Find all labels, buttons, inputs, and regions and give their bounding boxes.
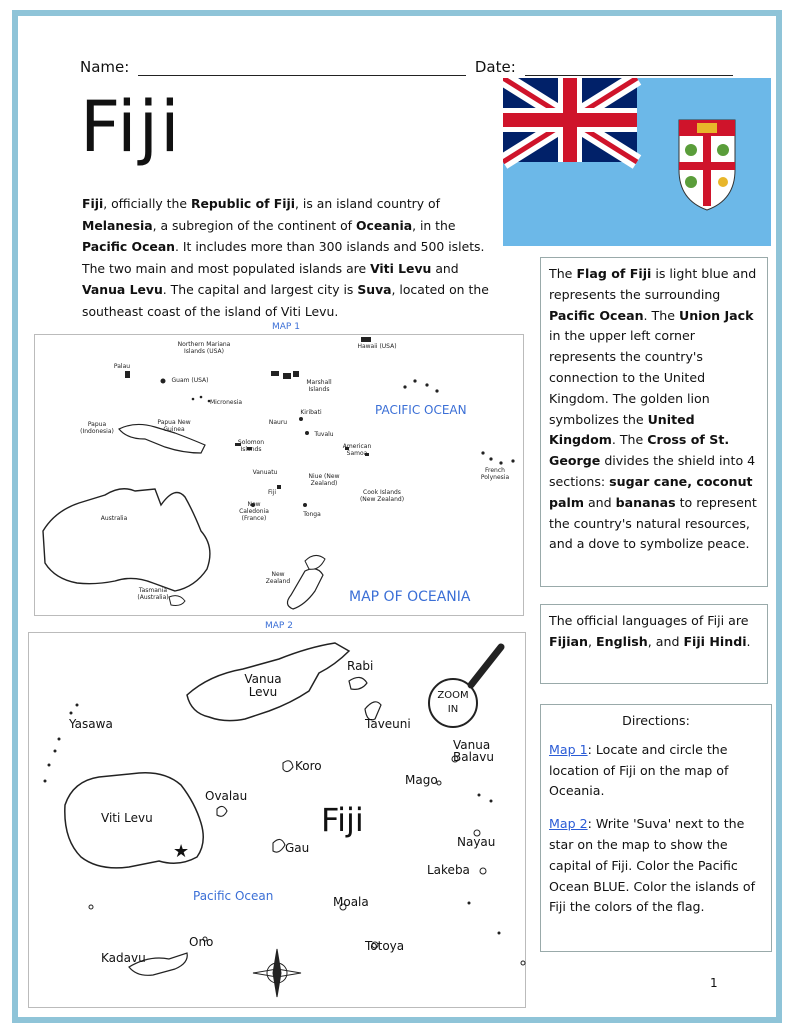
label-hawaii: Hawaii (USA): [357, 343, 397, 350]
island-koro: Koro: [295, 759, 322, 773]
map1-link[interactable]: Map 1: [549, 741, 588, 757]
label-marshall: Marshall Islands: [306, 379, 332, 393]
label-fiji-map1: Fiji: [267, 489, 276, 496]
island-viti-levu: Viti Levu: [101, 811, 153, 825]
map1-caption: MAP 1: [272, 322, 300, 332]
island-totoya: Totoya: [365, 939, 405, 953]
flag-t5: . The: [643, 307, 679, 323]
lang-t4: English: [596, 633, 648, 649]
page-number: 1: [710, 976, 718, 990]
label-american-samoa: American Samoa: [342, 443, 372, 457]
name-label: Name:: [80, 58, 130, 76]
intro-t9: Pacific Ocean: [82, 239, 176, 254]
map-of-oceania-title: MAP OF OCEANIA: [349, 589, 471, 605]
map-of-oceania: [34, 334, 524, 616]
flag-t13: and: [583, 494, 616, 510]
label-vanuatu: Vanuatu: [252, 469, 278, 476]
intro-t13: Vanua Levu: [82, 282, 163, 297]
suva-star-icon: ★: [173, 841, 190, 862]
label-kiribati: Kiribati: [300, 409, 322, 416]
date-label: Date:: [474, 58, 516, 76]
island-vanua-balavu: Vanua Balavu: [453, 738, 494, 764]
label-nauru: Nauru: [268, 419, 288, 426]
intro-t12: and: [431, 260, 459, 276]
intro-t5: Melanesia: [82, 217, 153, 233]
map-of-fiji: [28, 632, 526, 1008]
lang-t3: ,: [588, 633, 597, 649]
label-solomon: Solomon Islands: [237, 439, 265, 453]
label-tuvalu: Tuvalu: [314, 431, 334, 438]
fiji-map-label: Fiji: [321, 801, 364, 839]
label-cook: Cook Islands (New Zealand): [359, 489, 405, 503]
flag-t3: is light blue and represents the surrounding: [549, 266, 757, 302]
label-australia: Australia: [100, 515, 128, 522]
flag-t6: Union Jack: [678, 307, 754, 323]
directions-map1: [549, 740, 763, 802]
label-new-zealand: New Zealand: [265, 571, 291, 585]
lang-t1: The official languages of Fiji are: [549, 613, 749, 628]
intro-t3: Republic of Fiji: [190, 196, 296, 211]
label-tonga: Tonga: [303, 511, 321, 518]
compass-rose-icon: [253, 949, 301, 997]
island-taveuni: Taveuni: [365, 717, 411, 731]
flag-description-box: [540, 257, 768, 587]
coat-of-arms-shield-icon: [679, 120, 735, 210]
intro-paragraph: [82, 193, 502, 322]
intro-t1: Fiji: [82, 196, 104, 211]
directions-heading: Directions:: [622, 713, 690, 728]
flag-t4: Pacific Ocean: [549, 307, 644, 323]
map2-caption: MAP 2: [265, 621, 293, 631]
directions-map2: [549, 814, 763, 918]
zoom-in-label: ZOOM IN: [437, 690, 469, 715]
name-field[interactable]: [138, 62, 466, 76]
intro-t15: Suva: [357, 282, 392, 297]
flag-t9: . The: [611, 432, 648, 448]
label-new-caledonia: New Caledonia (France): [239, 501, 269, 522]
intro-t11: Viti Levu: [370, 260, 432, 276]
languages-box: [540, 604, 768, 684]
flag-t1: The: [549, 266, 577, 281]
label-niue: Niue (New Zealand): [308, 473, 340, 487]
label-palau: Palau: [113, 363, 131, 370]
label-papua: Papua (Indonesia): [80, 421, 114, 435]
island-ovalau: Ovalau: [205, 789, 248, 803]
island-yasawa: Yasawa: [69, 717, 113, 731]
label-guam: Guam (USA): [171, 377, 209, 384]
map2-link[interactable]: Map 2: [549, 816, 588, 832]
date-field[interactable]: [525, 62, 733, 76]
flag-t15: to represent the country's natural resources, and a dove to symbolize peace.: [549, 494, 757, 552]
intro-t8: , in the: [412, 217, 456, 233]
flag-t7: in the upper left corner represents the country's connection to the United Kingdom. The golden lion symbolizes the: [549, 328, 710, 427]
island-mago: Mago: [405, 773, 438, 787]
page-title: Fiji: [80, 86, 182, 168]
pacific-ocean-label-map2: Pacific Ocean: [193, 889, 274, 903]
island-ono: Ono: [189, 935, 214, 949]
flag-t10: Cross of St. George: [549, 432, 730, 469]
island-nayau: Nayau: [457, 835, 496, 849]
name-date-line: [80, 58, 733, 76]
flag-t2: Flag of Fiji: [576, 266, 652, 281]
intro-t16: , located on the southeast coast of the island of Viti Levu.: [82, 282, 489, 319]
fiji-flag-graphic: [503, 78, 771, 246]
lang-t7: .: [746, 633, 751, 649]
intro-t4: , is an island country of: [295, 196, 440, 211]
flag-t11: divides the shield into 4 sections:: [549, 453, 756, 489]
flag-t8: United Kingdom: [549, 411, 695, 448]
label-micronesia: Micronesia: [209, 399, 243, 406]
fiji-flag: [503, 78, 771, 246]
intro-t2: , officially the: [103, 196, 191, 211]
intro-t14: . The capital and largest city is: [162, 282, 358, 297]
island-gau: Gau: [285, 841, 310, 855]
map2-instruction: : Write 'Suva' next to the star on the map to show the capital of Fiji. Color the Pacific Ocean BLUE. Color the islands of Fiji the colors of the flag.: [549, 816, 756, 915]
intro-t10: . It includes more than 300 islands and 500 islets. The two main and most populated islands are: [82, 239, 485, 276]
flag-t12: sugar cane, coconut palm: [549, 473, 753, 510]
flag-t14: bananas: [615, 494, 676, 510]
lang-t2: Fijian: [549, 633, 589, 649]
union-jack-icon: [503, 78, 637, 162]
island-vanua-levu: Vanua Levu: [244, 672, 282, 699]
island-moala: Moala: [333, 895, 369, 909]
lang-t5: , and: [647, 633, 684, 649]
label-tasmania: Tasmania (Australia): [137, 587, 169, 601]
directions-box: [540, 704, 772, 952]
map1-instruction: : Locate and circle the location of Fiji on the map of Oceania.: [549, 741, 729, 799]
pacific-ocean-label-map1: PACIFIC OCEAN: [375, 403, 467, 417]
lang-t6: Fiji Hindi: [683, 633, 747, 649]
label-png: Papua New Guinea: [157, 419, 191, 433]
island-kadavu: Kadavu: [101, 951, 146, 965]
intro-t7: Oceania: [355, 217, 413, 233]
intro-t6: , a subregion of the continent of: [152, 217, 356, 233]
label-french-polynesia: French Polynesia: [480, 467, 510, 481]
island-lakeba: Lakeba: [427, 863, 470, 877]
island-rabi: Rabi: [347, 659, 374, 673]
label-northern-mariana: Northern Mariana Islands (USA): [177, 341, 231, 355]
